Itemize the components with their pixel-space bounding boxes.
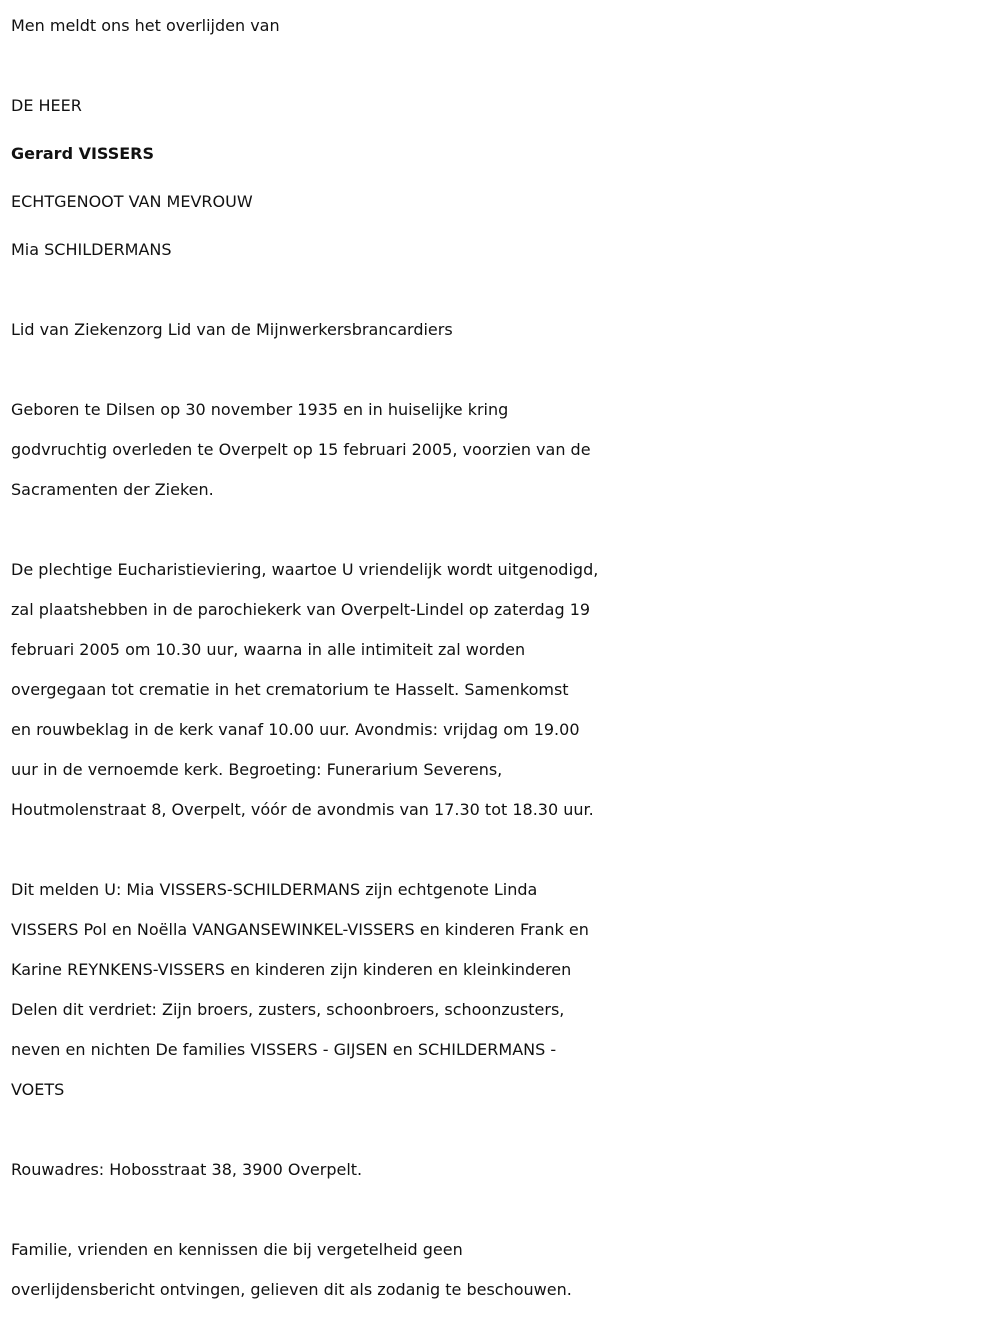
paragraph-line: godvruchtig overleden te Overpelt op 15 februari 2005, voorzien van de — [11, 440, 591, 459]
paragraph-line: Sacramenten der Zieken. — [11, 480, 214, 499]
paragraph-line: zal plaatshebben in de parochiekerk van Overpelt-Lindel op zaterdag 19 — [11, 600, 591, 619]
deceased-name: Gerard VISSERS — [11, 144, 155, 163]
spacer — [11, 350, 996, 390]
intro-text: Men meldt ons het overlijden van — [11, 16, 280, 35]
spacer — [11, 270, 996, 310]
paragraph-line: VOETS — [11, 1080, 65, 1099]
paragraph-line: Familie, vrienden en kennissen die bij vergetelheid geen — [11, 1240, 463, 1259]
paragraph-line: overlijdensbericht ontvingen, gelieven dit als zodanig te beschouwen. — [11, 1280, 572, 1299]
paragraph-line: VISSERS Pol en Noëlla VANGANSEWINKEL-VISSERS en kinderen Frank en — [11, 920, 589, 939]
spacer — [11, 1190, 996, 1230]
announcers-paragraph — [11, 870, 996, 1110]
memberships-text: Lid van Ziekenzorg Lid van de Mijnwerkersbrancardiers — [11, 320, 453, 339]
paragraph-line: Delen dit verdriet: Zijn broers, zusters, schoonbroers, schoonzusters, — [11, 1000, 565, 1019]
spacer — [11, 1110, 996, 1150]
spouse-name: Mia SCHILDERMANS — [11, 240, 172, 259]
spacer — [11, 46, 996, 86]
spouse-title: ECHTGENOOT VAN MEVROUW — [11, 192, 253, 211]
paragraph-line: Houtmolenstraat 8, Overpelt, vóór de avondmis van 17.30 tot 18.30 uur. — [11, 800, 594, 819]
paragraph-line: overgegaan tot crematie in het crematorium te Hasselt. Samenkomst — [11, 680, 569, 699]
spacer — [11, 830, 996, 870]
paragraph-line: Karine REYNKENS-VISSERS en kinderen zijn kinderen en kleinkinderen — [11, 960, 572, 979]
spacer — [11, 510, 996, 550]
paragraph-line: Dit melden U: Mia VISSERS-SCHILDERMANS zijn echtgenote Linda — [11, 880, 538, 899]
paragraph-line: uur in de vernoemde kerk. Begroeting: Funerarium Severens, — [11, 760, 503, 779]
deceased-title: DE HEER — [11, 96, 82, 115]
paragraph-line: De plechtige Eucharistieviering, waartoe U vriendelijk wordt uitgenodigd, — [11, 560, 599, 579]
ceremony-paragraph — [11, 550, 996, 830]
paragraph-line: en rouwbeklag in de kerk vanaf 10.00 uur. Avondmis: vrijdag om 19.00 — [11, 720, 580, 739]
paragraph-line: Geboren te Dilsen op 30 november 1935 en in huiselijke kring — [11, 400, 509, 419]
birth-death-paragraph — [11, 390, 996, 510]
closing-paragraph — [11, 1230, 996, 1310]
paragraph-line: februari 2005 om 10.30 uur, waarna in alle intimiteit zal worden — [11, 640, 526, 659]
paragraph-line: neven en nichten De families VISSERS - GIJSEN en SCHILDERMANS - — [11, 1040, 557, 1059]
obituary-document — [11, 6, 996, 1310]
mourning-address: Rouwadres: Hobosstraat 38, 3900 Overpelt. — [11, 1160, 363, 1179]
